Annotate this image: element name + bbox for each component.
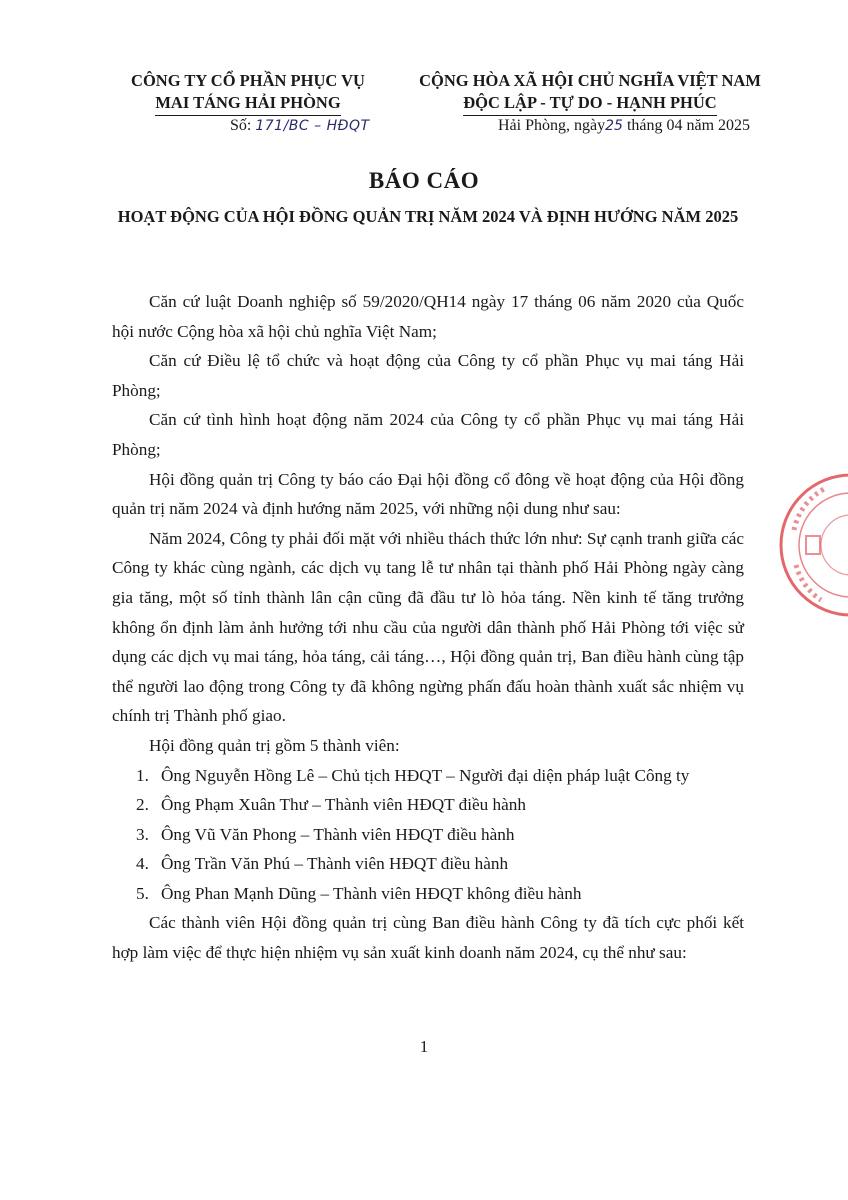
date-day: 25 bbox=[605, 118, 623, 134]
board-members-list bbox=[112, 761, 744, 909]
list-item-number: 2. bbox=[136, 795, 149, 815]
list-item-number: 3. bbox=[136, 824, 149, 844]
date-line bbox=[498, 117, 750, 135]
list-item-number: 1. bbox=[136, 765, 149, 785]
list-item-text: Ông Phan Mạnh Dũng – Thành viên HĐQT không điều hành bbox=[161, 883, 582, 903]
date-prefix: Hải Phòng, ngày bbox=[498, 117, 606, 134]
paragraph-context-2024: Năm 2024, Công ty phải đối mặt với nhiều thách thức lớn như: Sự cạnh tranh giữa các Công ty khác cùng ngành, các dịch vụ tang lễ tư nhân tại thành phố Hải Phòng ngày càng gia tăng, một số tỉnh thành lân cận cũng đã đầu tư lò hỏa táng. Nền kinh tế tăng trưởng không ổn định làm ảnh hưởng tới nhu cầu của người dân thành phố Hải Phòng tới việc sử dụng các dịch vụ mai táng, hỏa táng, cải táng…, Hội đồng quản trị, Ban điều hành cùng tập thể người lao động trong Công ty đã không ngừng phấn đấu hoàn thành xuất sắc nhiệm vụ chính trị Thành phố giao. bbox=[112, 528, 744, 726]
nation-line1: CỘNG HÒA XÃ HỘI CHỦ NGHĨA VIỆT NAM bbox=[419, 71, 761, 90]
document-number bbox=[230, 117, 370, 135]
list-item-number: 4. bbox=[136, 854, 149, 874]
paragraph-legal-basis-3: Căn cứ tình hình hoạt động năm 2024 của Công ty cổ phần Phục vụ mai táng Hải Phòng; bbox=[112, 410, 744, 459]
company-name-line1: CÔNG TY CỔ PHẦN PHỤC VỤ bbox=[131, 71, 365, 90]
list-item bbox=[112, 820, 744, 850]
document-title: BÁO CÁO bbox=[368, 168, 480, 193]
date-suffix: tháng 04 năm 2025 bbox=[622, 117, 751, 134]
document-number-value: 171/BC – HĐQT bbox=[255, 118, 370, 134]
list-item-text: Ông Vũ Văn Phong – Thành viên HĐQT điều hành bbox=[161, 824, 515, 844]
paragraph-legal-basis-2: Căn cứ Điều lệ tổ chức và hoạt động của Công ty cổ phần Phục vụ mai táng Hải Phòng; bbox=[112, 351, 744, 400]
company-header bbox=[128, 70, 368, 116]
nation-header bbox=[405, 70, 775, 116]
document-body bbox=[112, 287, 744, 968]
paragraph-intro: Hội đồng quản trị Công ty báo cáo Đại hội đồng cổ đông về hoạt động của Hội đồng quản trị năm 2024 và định hướng năm 2025, với những nội dung như sau: bbox=[112, 469, 744, 519]
page-number: 1 bbox=[419, 1037, 429, 1056]
list-item-text: Ông Nguyễn Hồng Lê – Chủ tịch HĐQT – Người đại diện pháp luật Công ty bbox=[161, 765, 690, 785]
paragraph-closing: Các thành viên Hội đồng quản trị cùng Ban điều hành Công ty đã tích cực phối kết hợp làm việc để thực hiện nhiệm vụ sản xuất kinh doanh năm 2024, cụ thể như sau: bbox=[112, 913, 744, 963]
list-item bbox=[112, 879, 744, 909]
company-seal-stamp bbox=[776, 470, 848, 620]
list-item-number: 5. bbox=[136, 883, 149, 903]
list-item bbox=[112, 790, 744, 820]
list-item-text: Ông Trần Văn Phú – Thành viên HĐQT điều hành bbox=[161, 854, 509, 874]
list-item bbox=[112, 849, 744, 879]
paragraph-legal-basis-1: Căn cứ luật Doanh nghiệp số 59/2020/QH14 ngày 17 tháng 06 năm 2020 của Quốc hội nước Cộng hòa xã hội chủ nghĩa Việt Nam; bbox=[112, 292, 744, 341]
company-name-line2: MAI TÁNG HẢI PHÒNG bbox=[155, 92, 340, 116]
paragraph-board-members-intro: Hội đồng quản trị gồm 5 thành viên: bbox=[149, 735, 400, 755]
list-item-text: Ông Phạm Xuân Thư – Thành viên HĐQT điều hành bbox=[161, 795, 526, 815]
list-item bbox=[112, 761, 744, 791]
nation-motto: ĐỘC LẬP - TỰ DO - HẠNH PHÚC bbox=[463, 92, 716, 116]
document-subtitle: HOẠT ĐỘNG CỦA HỘI ĐỒNG QUẢN TRỊ NĂM 2024 VÀ ĐỊNH HƯỚNG NĂM 2025 bbox=[117, 207, 739, 226]
document-number-label: Số: bbox=[230, 117, 252, 134]
